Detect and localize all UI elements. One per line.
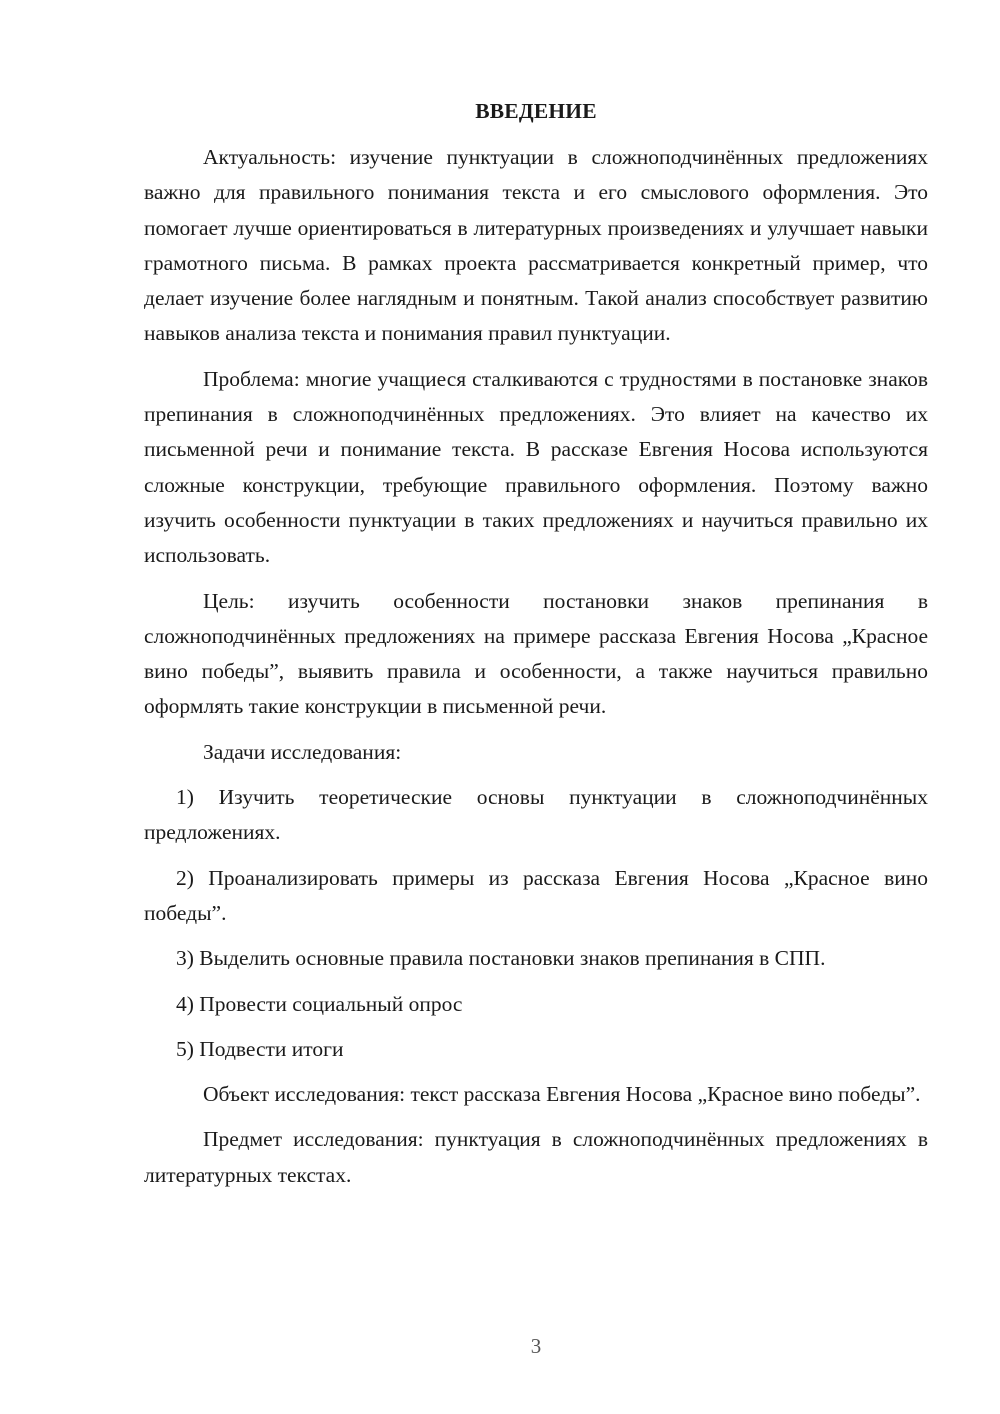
task-item: 4) Провести социальный опрос <box>176 991 463 1016</box>
tasks-title: Задачи исследования: <box>203 739 402 764</box>
goal-paragraph: Цель: изучить особенности постановки знаков препинания в сложноподчинённых предложениях на примере рассказа Евгения Носова „Красное вино победы”, выявить правила и особенности, а также научиться правильно оформлять такие конструкции в письменной речи. <box>144 588 928 719</box>
relevance-paragraph: Актуальность: изучение пунктуации в сложноподчинённых предложениях важно для правильного понимания текста и его смыслового оформления. Это помогает лучше ориентироваться в литературных произведениях и улучшает навыки грамотного письма. В рамках проекта рассматривается конкретный пример, что делает изучение более наглядным и понятным. Такой анализ способствует развитию навыков анализа текста и понимания правил пунктуации. <box>144 145 928 346</box>
page-number: 3 <box>530 1334 542 1358</box>
subject-paragraph: Предмет исследования: пунктуация в сложноподчинённых предложениях в литературных текстах. <box>144 1127 928 1187</box>
task-item: 1) Изучить теоретические основы пунктуации в сложноподчинённых предложениях. <box>144 785 928 845</box>
task-item: 2) Проанализировать примеры из рассказа Евгения Носова „Красное вино победы”. <box>144 865 928 925</box>
page-content <box>144 96 928 1203</box>
section-heading: ВВЕДЕНИЕ <box>475 99 597 123</box>
problem-paragraph: Проблема: многие учащиеся сталкиваются с трудностями в постановке знаков препинания в сложноподчинённых предложениях. Это влияет на качество их письменной речи и понимание текста. В рассказе Евгения Носова используются сложные конструкции, требующие правильного оформления. Поэтому важно изучить особенности пунктуации в таких предложениях и научиться правильно их использовать. <box>144 366 928 568</box>
task-item: 5) Подвести итоги <box>176 1036 344 1061</box>
task-item: 3) Выделить основные правила постановки знаков препинания в СПП. <box>176 946 826 971</box>
object-paragraph: Объект исследования: текст рассказа Евгения Носова „Красное вино победы”. <box>203 1082 921 1107</box>
